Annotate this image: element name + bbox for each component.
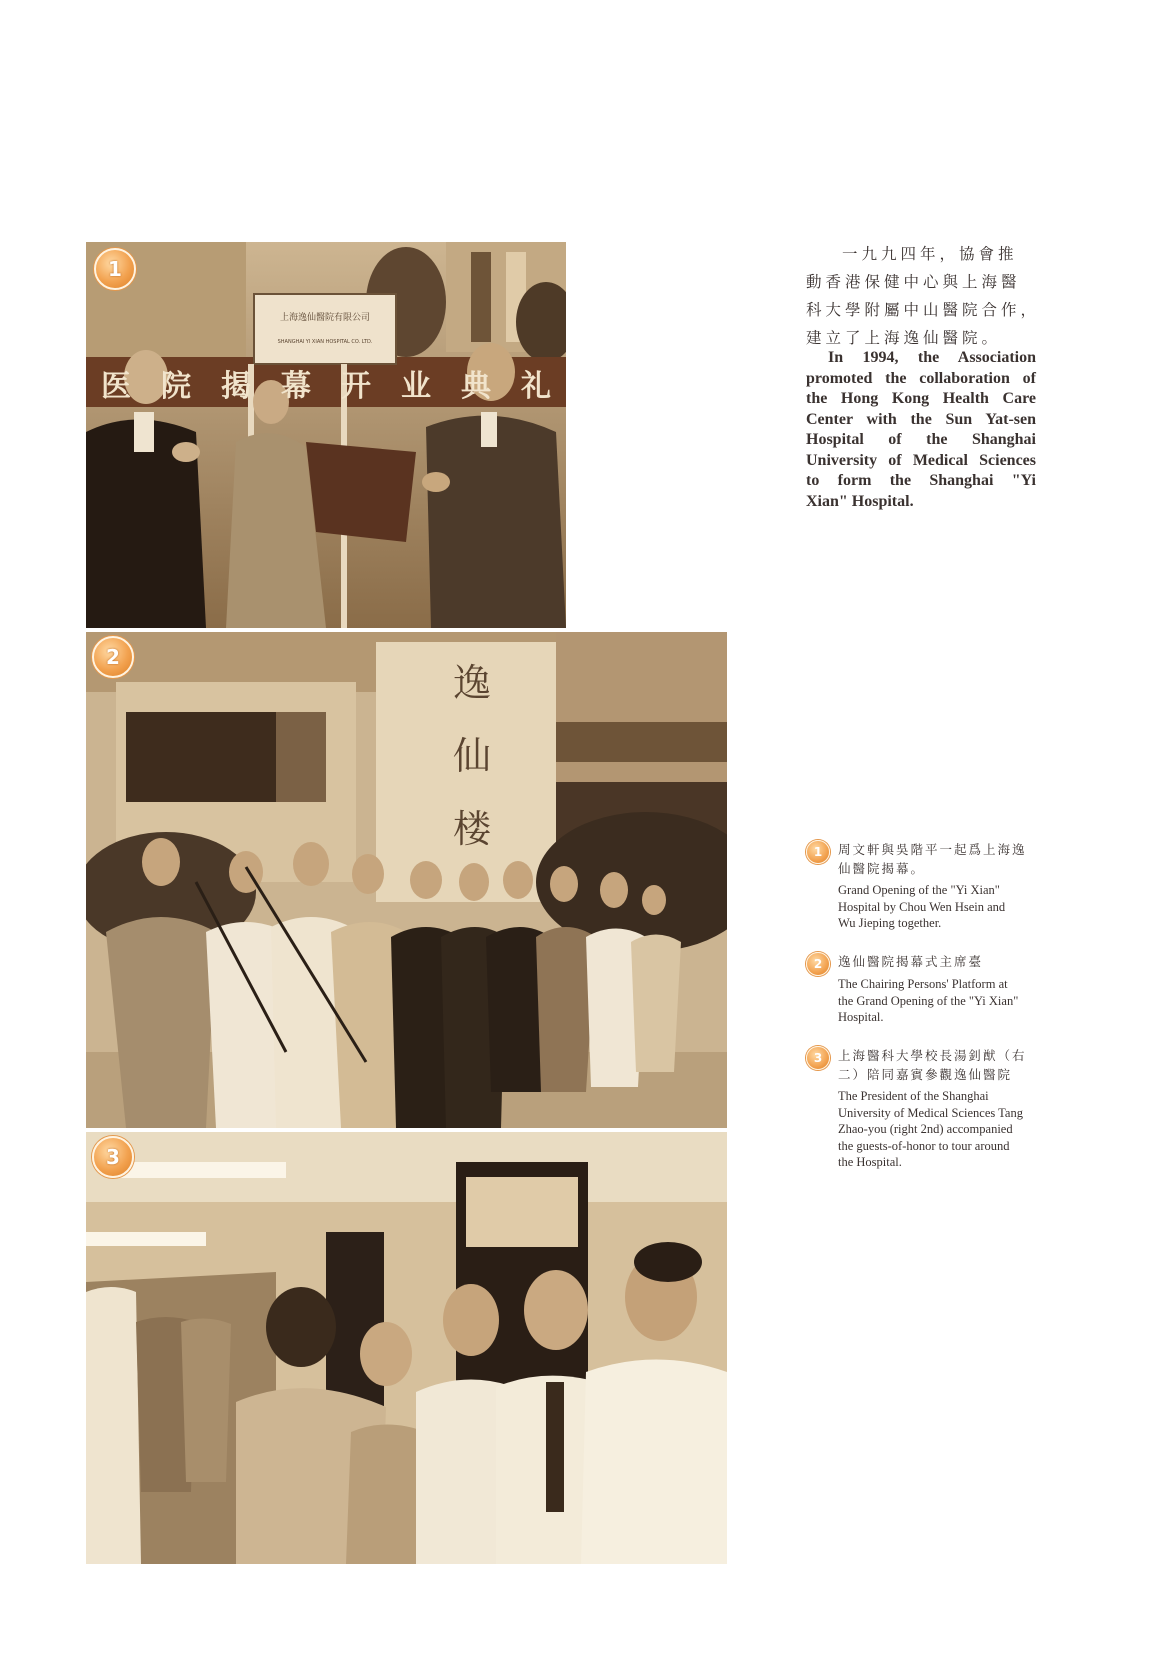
caption-en-line: the Hospital. <box>838 1155 902 1169</box>
banner-glyph: 业 <box>401 369 431 404</box>
photo-1-number-badge: 1 <box>94 248 136 290</box>
caption-cn-line: 周文軒與吳階平一起爲上海逸 <box>838 842 1027 857</box>
intro-en-line: promoted the collaboration of <box>806 369 1036 387</box>
photo-1-scene <box>86 242 566 628</box>
caption-3-number-badge: 3 <box>806 1046 830 1070</box>
caption-en-line: Hospital. <box>838 1010 884 1024</box>
caption-1-chinese <box>838 840 1050 878</box>
caption-1-english <box>838 882 1050 932</box>
photo-3-hospital-tour <box>86 1132 727 1564</box>
caption-2-number-badge: 2 <box>806 952 830 976</box>
caption-en-line: Hospital by Chou Wen Hsein and <box>838 899 1006 914</box>
photo-3-number-badge: 3 <box>92 1136 134 1178</box>
photo-2-building-sign <box>442 652 502 853</box>
intro-english-paragraph <box>806 348 1036 512</box>
intro-en-line: Center with the Sun Yat-sen <box>806 410 1036 428</box>
building-glyph: 仙 <box>452 734 491 778</box>
intro-en-line: Xian" Hospital. <box>806 492 914 510</box>
photo-2-number-badge: 2 <box>92 636 134 678</box>
caption-2 <box>806 952 1050 1032</box>
photo-3-scene <box>86 1132 727 1564</box>
caption-1 <box>806 840 1050 930</box>
intro-cn-line: 科大學附屬中山醫院合作， <box>806 301 1041 319</box>
intro-en-line: Hospital of the Shanghai <box>806 431 1036 448</box>
caption-en-line: Wu Jieping together. <box>838 916 942 930</box>
banner-glyph: 典 <box>461 369 491 404</box>
caption-3 <box>806 1046 1050 1176</box>
intro-chinese-paragraph <box>806 240 1041 352</box>
caption-3-chinese <box>838 1046 1050 1084</box>
caption-en-line: University of Medical Sciences Tang <box>838 1105 1023 1120</box>
photo-2-scene <box>86 632 727 1128</box>
intro-en-line: the Hong Kong Health Care <box>806 390 1036 407</box>
banner-glyph: 开 <box>341 369 371 404</box>
photo-1-sign-english: SHANGHAI YI XIAN HOSPITAL CO. LTD. <box>277 339 373 345</box>
caption-2-chinese <box>838 952 1050 971</box>
caption-cn-line: 仙醫院揭幕。 <box>838 861 926 876</box>
building-glyph: 楼 <box>452 807 491 851</box>
banner-glyph: 院 <box>161 369 191 404</box>
banner-glyph: 幕 <box>281 369 311 404</box>
caption-3-english <box>838 1088 1050 1171</box>
caption-1-number-badge: 1 <box>806 840 830 864</box>
caption-cn-line: 二）陪同嘉賓參觀逸仙醫院 <box>838 1067 1013 1082</box>
caption-2-english <box>838 976 1050 1026</box>
photo-1-grand-opening <box>86 242 566 628</box>
intro-cn-line: 建立了上海逸仙醫院。 <box>806 329 1002 347</box>
photo-1-sign-chinese: 上海逸仙醫院有限公司 <box>279 313 370 323</box>
building-glyph: 逸 <box>452 661 491 705</box>
intro-en-line: In 1994, the Association <box>828 349 1036 366</box>
banner-glyph: 揭 <box>221 369 251 404</box>
intro-cn-line: 一九九四年，協會推 <box>842 245 1018 263</box>
banner-glyph: 礼 <box>521 369 551 404</box>
caption-en-line: Zhao-you (right 2nd) accompanied <box>838 1122 1013 1136</box>
caption-en-line: the guests-of-honor to tour around <box>838 1138 1010 1153</box>
caption-en-line: the Grand Opening of the "Yi Xian" <box>838 993 1019 1008</box>
caption-cn-line: 逸仙醫院揭幕式主席臺 <box>838 954 984 969</box>
banner-glyph: 医 <box>101 369 131 404</box>
caption-en-line: The President of the Shanghai <box>838 1089 989 1103</box>
photo-2-chairing-platform <box>86 632 727 1128</box>
caption-cn-line: 上海醫科大學校長湯釗猷（右 <box>838 1048 1027 1063</box>
intro-en-line: University of Medical Sciences <box>806 451 1036 469</box>
caption-en-line: Grand Opening of the "Yi Xian" <box>838 883 1000 897</box>
caption-en-line: The Chairing Persons' Platform at <box>838 977 1008 991</box>
intro-cn-line: 動香港保健中心與上海醫 <box>806 273 1021 291</box>
photo-1-banner <box>86 362 566 404</box>
intro-en-line: to form the Shanghai "Yi <box>806 472 1036 489</box>
